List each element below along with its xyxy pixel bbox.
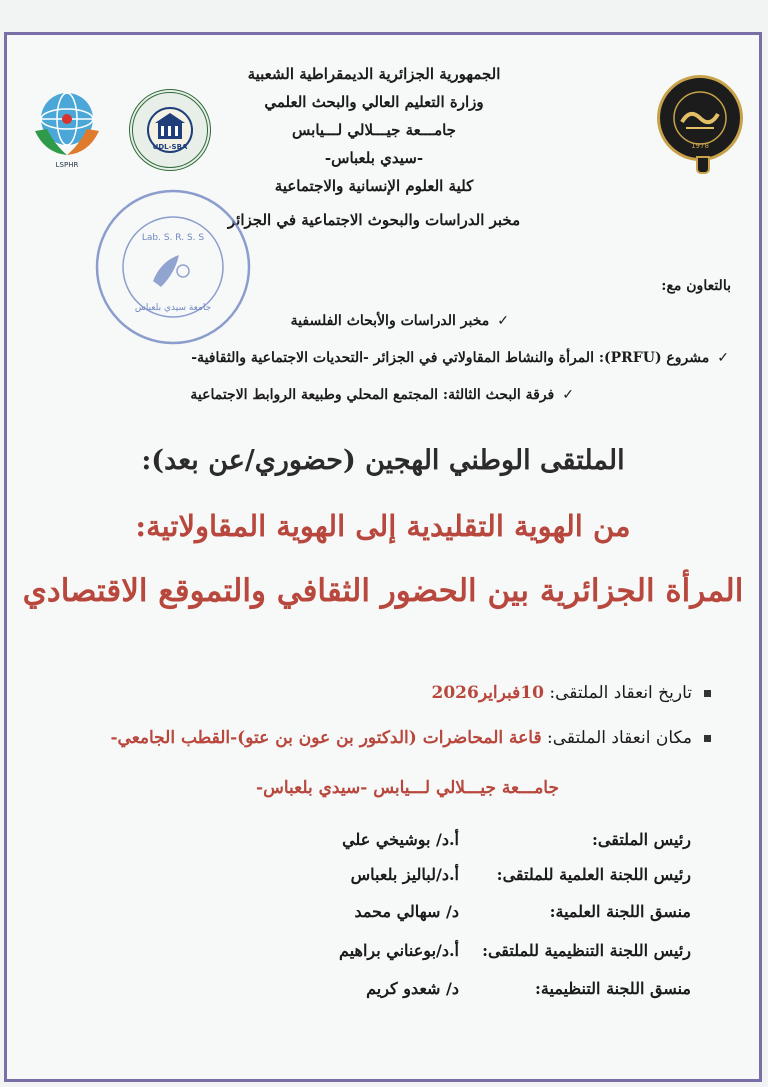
committee-role: رئيس اللجنة العلمية للملتقى:: [496, 865, 691, 884]
committee-person: أ.د/بوعناني براهيم: [339, 941, 459, 960]
committee-person: د/ سهالي محمد: [354, 902, 459, 921]
header-ministry: وزارة التعليم العالي والبحث العلمي: [264, 93, 484, 111]
cooperation-item-text: مخبر الدراسات والأبحاث الفلسفية: [290, 313, 490, 329]
event-subtitle-2: المرأة الجزائرية بين الحضور الثقافي والتموقع الاقتصادي: [22, 573, 744, 609]
faculty-logo-pendant: [696, 156, 710, 174]
header-city: -سيدي بلعباس-: [324, 149, 424, 167]
committee-role: رئيس الملتقى:: [591, 830, 691, 849]
event-date-label: تاريخ انعقاد الملتقى:: [549, 683, 692, 703]
event-date: [431, 683, 711, 703]
committee-role: رئيس اللجنة التنظيمية للملتقى:: [482, 941, 691, 960]
square-bullet-icon: [704, 690, 711, 697]
svg-text:مخبر الدراسات والبحوث الاجتماع: [91, 185, 96, 188]
cooperation-item-text: فرقة البحث الثالثة: المجتمع المحلي وطبيعة الروابط الاجتماعية: [190, 387, 555, 403]
cooperation-item-text: مشروع (PRFU): المرأة والنشاط المقاولاتي في الجزائر -التحديات الاجتماعية والثقافية-: [191, 350, 710, 366]
header-faculty: كلية العلوم الإنسانية والاجتماعية: [274, 177, 474, 195]
event-venue-value: قاعة المحاضرات (الدكتور بن عون بن عتو)-القطب الجامعي-: [110, 728, 542, 748]
faculty-logo-year: 1978: [691, 142, 709, 150]
event-venue-line-2: جامـــعة جيـــلالي لـــيابس -سيدي بلعباس-: [256, 778, 559, 798]
committee-person: أ.د/لباليز بلعباس: [350, 865, 459, 884]
square-bullet-icon: [704, 735, 711, 742]
cooperation-item: [190, 387, 574, 403]
university-logo: [129, 89, 211, 171]
faculty-logo: [657, 75, 743, 161]
university-logo-text: UDL-SBA: [152, 143, 188, 151]
lab-logo-left: [25, 81, 109, 169]
event-venue: [110, 728, 711, 748]
header-university: جامـــعة جيـــلالي لـــيابس: [292, 121, 456, 139]
globe-hands-icon: [25, 81, 109, 165]
committee-person: أ.د/ بوشيخي علي: [342, 830, 459, 849]
lab-logo-left-text: LSPHR: [55, 161, 79, 169]
committee-role: منسق اللجنة العلمية:: [549, 902, 691, 921]
stamp-ring-text: [91, 185, 96, 188]
stamp-center-text: Lab. S. R. S. S: [141, 233, 205, 243]
cooperation-label: بالتعاون مع:: [661, 278, 731, 294]
event-subtitle-1: من الهوية التقليدية إلى الهوية المقاولاتية:: [135, 509, 631, 543]
poster-content: [7, 35, 759, 1079]
check-icon: ✓: [717, 350, 729, 366]
check-icon: ✓: [497, 313, 509, 329]
stamp-bottom-text: جامعة سيدي بلعباس: [134, 303, 212, 313]
check-icon: ✓: [562, 387, 574, 403]
poster-frame: [4, 32, 762, 1082]
stamp-seal-icon: [91, 185, 255, 349]
cooperation-item: [291, 313, 509, 329]
cooperation-item: [191, 350, 729, 366]
university-emblem-icon: [133, 93, 207, 167]
event-title: الملتقى الوطني الهجين (حضوري/عن بعد):: [141, 445, 625, 476]
committee-person: د/ شعدو كريم: [366, 979, 459, 998]
header-republic: الجمهورية الجزائرية الديمقراطية الشعبية: [247, 65, 501, 83]
event-venue-label: مكان انعقاد الملتقى:: [547, 728, 692, 748]
event-date-value: 10فبراير2026: [431, 683, 544, 703]
header-lab: مخبر الدراسات والبحوث الاجتماعية في الجزائر: [227, 211, 521, 229]
committee-role: منسق اللجنة التنظيمية:: [535, 979, 691, 998]
lab-stamp: [91, 185, 255, 349]
